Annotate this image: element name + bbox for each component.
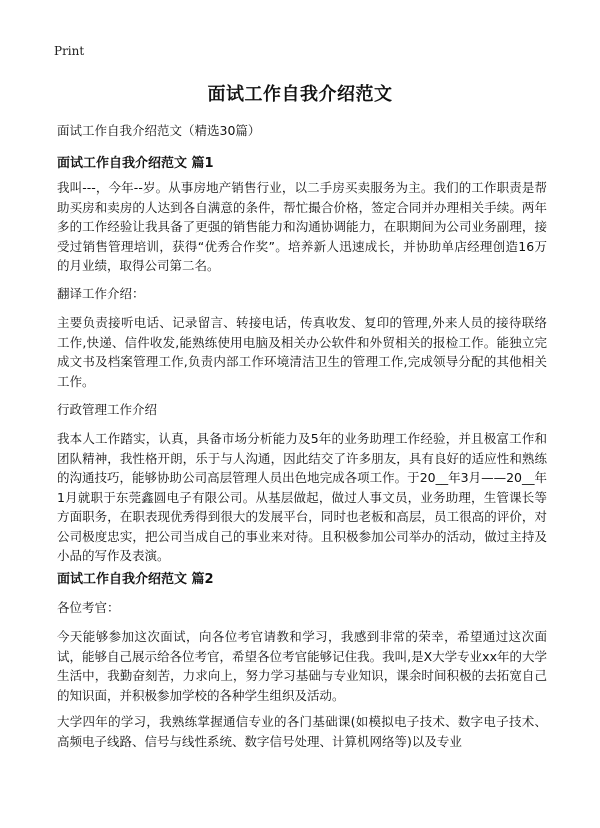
section-1-paragraph-2: 主要负责接听电话、记录留言、转接电话，传真收发、复印的管理,外来人员的接待联络工作,快递、信件收发,能熟练使用电脑及相关办公软件和外贸相关的报检工作。能独立完成文书及档案管理工作,负责内部工作环境清洁卫生的管理工作,完成领导分配的其他相关工作。	[57, 315, 547, 389]
section-1-paragraph-3: 我本人工作踏实，认真，具备市场分析能力及5年的业务助理工作经验，并且极富工作和团队精神，我性格开朗，乐于与人沟通，因此结交了许多朋友，具有良好的适应性和熟练的沟通技巧，能够协助公司高层管理人员出色地完成各项工作。于20__年3月——20__年1月就职于东莞鑫圆电子有限公司。从基层做起，做过人事文员，业务助理，生管课长等方面职务，在职表现优秀得到很大的发展平台，同时也老板和高层，员工很高的评价，对公司极度忠实，把公司当成自己的事业来对待。且积极参加公司举办的活动，做过主持及小品的写作及表演。	[57, 431, 547, 563]
section-2-paragraph-2: 大学四年的学习，我熟练掌握通信专业的各门基础课(如模拟电子技术、数字电子技术、高频电子线路、信号与线性系统、数字信号处理、计算机网络等)以及专业	[57, 714, 547, 749]
section-2-paragraph-1: 今天能够参加这次面试，向各位考官请教和学习，我感到非常的荣幸，希望通过这次面试，能够自己展示给各位考官，希望各位考官能够记住我。我叫,是X大学专业xx年的大学生活中，我勤奋刻苦，力求向上，努力学习基础与专业知识，课余时间积极的去拓宽自己的知识面，并积极参加学校的各种学生组织及活动。	[57, 629, 547, 703]
section-heading-1: 面试工作自我介绍范文 篇1	[57, 156, 214, 171]
section-1-label-translation: 翻译工作介绍：	[57, 286, 145, 301]
section-heading-2: 面试工作自我介绍范文 篇2	[57, 572, 214, 587]
section-1-label-admin: 行政管理工作介绍	[57, 402, 158, 417]
page-title: 面试工作自我介绍范文	[207, 84, 393, 105]
section-1-paragraph-1: 我叫---，今年--岁。从事房地产销售行业，以二手房买卖服务为主。我们的工作职责是帮助买房和卖房的人达到各自满意的条件，帮忙撮合价格，签定合同并办理相关手续。两年多的工作经验让我具备了更强的销售能力和沟通协调能力，在职期间为公司业务副理，接受过销售管理培训，获得“优秀合作奖”。培养新人迅速成长，并协助单店经理创造16万的月业绩，取得公司第二名。	[57, 180, 547, 273]
document-subtitle: 面试工作自我介绍范文（精选30篇）	[57, 123, 261, 138]
print-label: Print	[54, 44, 85, 58]
section-2-greeting: 各位考官：	[57, 600, 120, 615]
